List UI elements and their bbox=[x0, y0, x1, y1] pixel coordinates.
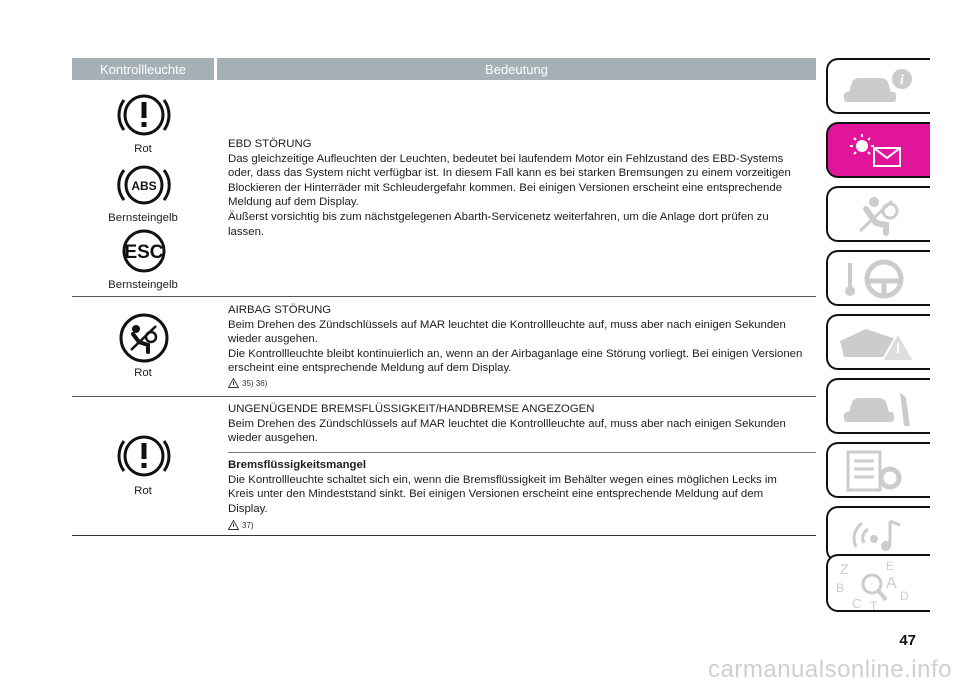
svg-text:D: D bbox=[900, 589, 909, 603]
description-line: Beim Drehen des Zündschlüssels auf MAR leuchtet die Kontrollleuchte auf, muss aber nach einigen Sekunden bbox=[228, 417, 786, 430]
warning-triangle-icon bbox=[228, 520, 239, 530]
tab-maintenance[interactable] bbox=[826, 442, 930, 498]
description-line: Kreis unter den Mindeststand sinkt. Bei einigen Versionen erscheint eine entsprechende Meldung auf dem bbox=[228, 488, 764, 501]
indicator-color-label: Rot bbox=[134, 367, 152, 379]
description-line: Blockieren der Hinterräder mit Schleudergefahr kommen. Bei einigen Versionen erscheint eine entsprechende bbox=[228, 181, 783, 194]
description-line: Display. bbox=[228, 502, 268, 515]
car-crash-icon bbox=[836, 321, 920, 365]
steering-key-icon bbox=[840, 257, 916, 301]
description-line: oder, dass das System nicht verfügbar ist. In diesem Fall kann es bei starken Bremsungen zu einem vorzeitigen bbox=[228, 167, 791, 180]
airbag-warning-icon bbox=[118, 312, 170, 364]
description-line: Die Kontrollleuchte schaltet sich ein, wenn die Bremsflüssigkeit im Behälter wegen eines möglichen Lecks im bbox=[228, 473, 777, 486]
description-line: AIRBAG STÖRUNG bbox=[228, 304, 332, 316]
warning-triangle-icon bbox=[228, 378, 239, 388]
table-bottom-border bbox=[72, 535, 816, 536]
multimedia-icon bbox=[846, 513, 910, 557]
subsection-heading: Bremsflüssigkeitsmangel bbox=[228, 459, 367, 471]
brake-warning-icon bbox=[116, 430, 172, 482]
tab-safety[interactable] bbox=[826, 186, 930, 242]
indicator-color-label: Bernsteingelb bbox=[108, 279, 178, 291]
description-line: Meldung auf dem Display. bbox=[228, 196, 359, 209]
brake-warning-icon bbox=[116, 89, 172, 141]
svg-text:T: T bbox=[870, 599, 878, 612]
seat-safety-icon bbox=[846, 193, 910, 237]
description-line: UNGENÜGENDE BREMSFLÜSSIGKEIT/HANDBREMSE ANGEZOGEN bbox=[228, 403, 595, 415]
indicator-color-label: Bernsteingelb bbox=[108, 212, 178, 224]
description-line: wieder ausgehen. bbox=[228, 432, 318, 445]
sub-divider bbox=[228, 452, 816, 453]
ebd-description bbox=[228, 137, 791, 239]
table-header-meaning: Bedeutung bbox=[217, 58, 816, 80]
watermark: carmanualsonline.info bbox=[708, 656, 952, 683]
svg-text:E: E bbox=[886, 559, 895, 573]
description-line: Das gleichzeitige Aufleuchten der Leuchten, bedeutet bei laufendem Motor ein Fehlzustand des EBD-Systems bbox=[228, 152, 784, 165]
tab-car-info[interactable] bbox=[826, 58, 930, 114]
brake-fluid-subsection bbox=[228, 458, 777, 516]
description-line: Die Kontrollleuchte bleibt kontinuierlich an, wenn an der Airbaganlage eine Störung vorliegt. Bei einigen Versionen bbox=[228, 347, 803, 360]
svg-text:A: A bbox=[886, 575, 897, 592]
svg-text:Z: Z bbox=[840, 561, 849, 577]
abs-icon-label: ABS bbox=[131, 179, 157, 193]
row-divider bbox=[72, 396, 816, 397]
description-line: Äußerst vorsichtig bis zum nächstgelegenen Abarth-Servicenetz weiterfahren, um die Anlage dort prüfen zu bbox=[228, 210, 769, 223]
description-line: EBD STÖRUNG bbox=[228, 138, 312, 150]
car-info-icon bbox=[838, 66, 918, 108]
svg-text:C: C bbox=[852, 596, 862, 611]
warning-lights-icon bbox=[842, 130, 912, 172]
tab-service[interactable] bbox=[826, 378, 930, 434]
reference-numbers[interactable]: 37) bbox=[242, 521, 254, 530]
svg-text:B: B bbox=[836, 581, 845, 595]
table-header-indicator: Kontrollleuchte bbox=[72, 58, 214, 80]
indicator-color-label: Rot bbox=[134, 143, 152, 155]
description-line: erscheint eine entsprechende Meldung auf dem Display. bbox=[228, 362, 512, 375]
tab-warning-lights[interactable] bbox=[826, 122, 930, 178]
maintenance-gear-icon bbox=[844, 448, 914, 494]
airbag-description bbox=[228, 303, 802, 376]
car-service-icon bbox=[840, 386, 916, 428]
indicator-color-label: Rot bbox=[134, 485, 152, 497]
tab-starting-driving[interactable] bbox=[826, 250, 930, 306]
esc-icon-label: ESC bbox=[124, 242, 164, 263]
description-line: Beim Drehen des Zündschlüssels auf MAR leuchtet die Kontrollleuchte auf, muss aber nach einigen Sekunden bbox=[228, 318, 786, 331]
reference-numbers[interactable]: 35) 36) bbox=[242, 379, 268, 388]
brake-fluid-description bbox=[228, 402, 786, 446]
description-line: wieder ausgehen. bbox=[228, 333, 318, 346]
alphabetical-index-icon bbox=[836, 558, 920, 612]
abs-warning-icon bbox=[116, 160, 172, 210]
page-number: 47 bbox=[899, 632, 916, 649]
tab-index[interactable] bbox=[826, 554, 930, 612]
esc-warning-icon bbox=[116, 226, 172, 276]
svg-text:i: i bbox=[900, 73, 904, 88]
tab-emergency[interactable] bbox=[826, 314, 930, 370]
description-line: lassen. bbox=[228, 225, 265, 238]
row-divider bbox=[72, 296, 816, 297]
